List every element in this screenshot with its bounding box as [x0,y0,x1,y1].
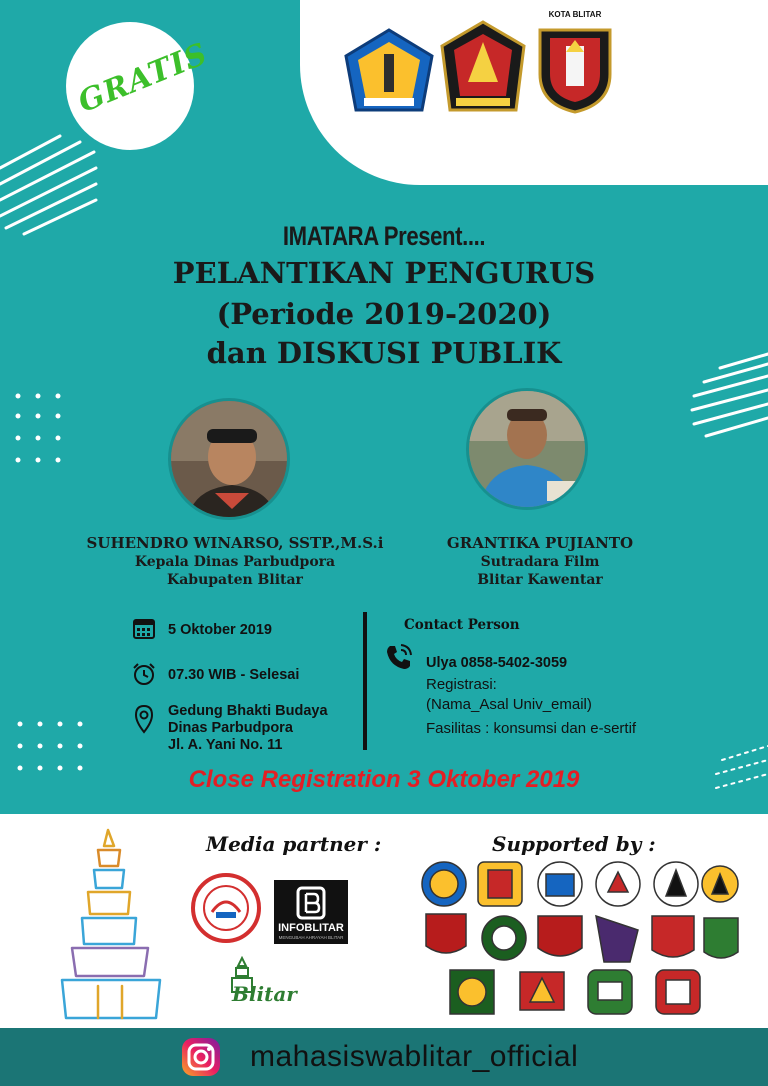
speaker1-avatar [171,401,290,520]
present-title: IMATARA Present.... [282,221,486,251]
instagram-handle[interactable]: mahasiswablitar_official [250,1040,579,1073]
event-title-line1: PELANTIKAN PENGURUS [172,256,596,290]
contact-phone: Ulya 0858-5402-3059 [426,655,568,671]
infoblitar-text: INFOBLITAR [278,922,344,934]
supporter-logo-7 [426,914,466,953]
province-logo [344,28,434,112]
amazing-blitar-text: Blitar [232,982,297,1006]
supporter-logo-10 [596,916,638,962]
speaker1-photo [168,398,290,520]
event-date: 5 Oktober 2019 [168,622,272,638]
supporter-logos [420,860,740,1020]
calendar-icon [133,617,155,639]
media-informasi-logo [190,872,262,944]
facilities-text: Fasilitas : konsumsi dan e-sertif [426,720,637,737]
monument-illustration [52,826,172,1022]
speaker2-photo [466,388,588,510]
supported-by-title: Supported by : [492,832,656,856]
supporter-logo-9 [538,916,582,956]
instagram-icon[interactable] [180,1036,222,1078]
dots-decoration-left [14,390,74,475]
registration-label: Registrasi: [426,676,497,693]
speaker2-info [420,534,660,588]
location-pin-icon [134,704,154,734]
speaker2-role2: Blitar Kawentar [477,572,603,588]
close-registration: Close Registration 3 Oktober 2019 [188,766,580,793]
venue-line1: Gedung Bhakti Budaya [168,703,328,719]
media-partner-title: Media partner : [206,832,382,856]
venue-line2: Dinas Parbudpora [168,720,293,736]
event-title-line3: dan DISKUSI PUBLIK [206,336,562,370]
supporter-logo-12 [704,918,738,958]
gratis-text: GRATIS [73,36,213,120]
registration-format: (Nama_Asal Univ_email) [426,696,592,713]
dots-decoration-top-right [683,112,743,157]
kota-logo [536,22,614,114]
kota-logo-label: KOTA BLITAR [548,10,602,19]
infoblitar-mark-icon [296,886,326,920]
speaker1-role2: Kabupaten Blitar [167,572,303,588]
infoblitar-subtext: MENGUBAH AHRAYAH BLITAR [278,935,344,940]
event-title-line2: (Periode 2019-2020) [216,297,552,331]
venue-line3: Jl. A. Yani No. 11 [168,737,283,753]
phone-icon [384,642,414,672]
speaker2-avatar [469,391,588,510]
contact-title: Contact Person [404,617,520,633]
speaker2-name: GRANTIKA PUJIANTO [446,534,634,552]
event-time: 07.30 WIB - Selesai [168,667,300,683]
speaker1-role1: Kepala Dinas Parbudpora [134,554,336,570]
info-divider [363,612,367,750]
infoblitar-logo [274,880,348,944]
supporter-logo-11 [652,916,694,957]
speaker1-info [80,534,390,588]
kabupaten-logo [440,20,526,112]
speaker1-name: SUHENDRO WINARSO, SSTP.,M.S.i [86,534,384,552]
event-venue [168,703,328,754]
speaker2-role1: Sutradara Film [480,554,600,570]
alarm-clock-icon [132,662,156,686]
